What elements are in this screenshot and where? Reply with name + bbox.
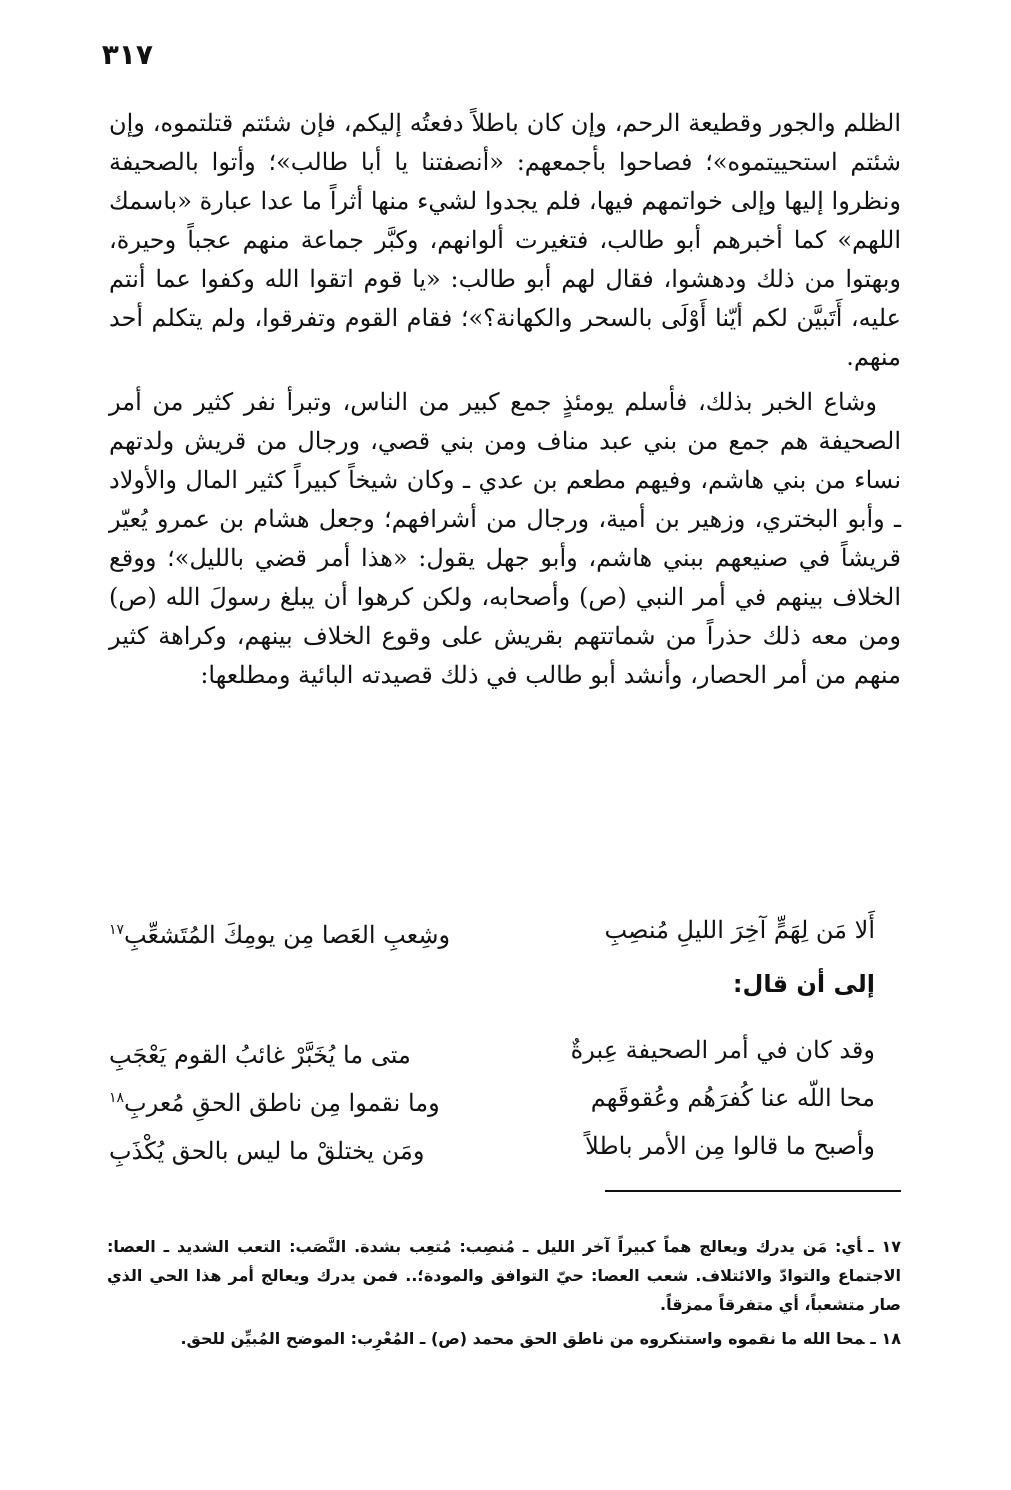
footnote-text: أي: مَن يدرك ويعالج هماً كبيراً آخر الليل ـ مُنصِب: مُتعِب بشدة. النَّصَب: التعب الشديد ـ العصا: الاجتماع والتوادّ والائتلاف. شعب العصا: حيّ التوافق والمودة؛.. فمن يدرك ويعالج أمر هذا الحي الذي صار متشعباً، أي متفرقاً ممزقاً. xyxy=(107,1237,901,1314)
verse-first-hemistich: وقد كان في أمر الصحيفة عِبرةٌ xyxy=(570,1036,875,1064)
verse-second-hemistich xyxy=(109,910,450,955)
footnote-reference: ١٧ xyxy=(109,922,125,938)
footnote-reference: ١٨ xyxy=(109,1090,125,1106)
verse-first-hemistich: محا اللّه عنا كُفرَهُم وعُقوقَهم xyxy=(590,1084,875,1112)
footnote-18 xyxy=(107,1324,901,1353)
verse-first-hemistich: أَلا مَن لِهَمٍّ آخِرَ الليلِ مُنصِبِ xyxy=(604,916,875,944)
poem-transition: إلى أن قال: xyxy=(732,970,875,998)
verse-second-hemistich-text: وشِعبِ العَصا مِن يومِكَ المُتَشعِّبِ xyxy=(124,921,451,949)
paragraph-1: الظلم والجور وقطيعة الرحم، وإن كان باطلاً دفعتُه إليكم، فإن شئتم قتلتموه، وإن شئتم استحييتموه»؛ فصاحوا بأجمعهم: «أنصفتنا يا أبا طالب»؛ وأتوا بالصحيفة ونظروا إليها وإلى خواتمهم فيها، فلم يجدوا لشيء منها أثراً ما عدا عبارة «باسمك اللهم» كما أخبرهم أبو طالب، فتغيرت ألوانهم، وكبَّر جماعة منهم عجباً وحيرة، وبهتوا من ذلك ودهشوا، فقال لهم أبو طالب: «يا قوم اتقوا الله وكفوا عما أنتم عليه، أَتَبيَّن لكم أيّنا أَوْلَى بالسحر والكهانة؟»؛ فقام القوم وتفرقوا، ولم يتكلم أحد منهم. xyxy=(109,109,901,371)
paragraph-2: وشاع الخبر بذلك، فأسلم يومئذٍ جمع كبير من الناس، وتبرأ نفر كثير من أمر الصحيفة هم جمع من بني عبد مناف ومن بني قصي، ورجال من قريش ولدتهم نساء من بني هاشم، وفيهم مطعم بن عدي ـ وكان شيخاً كبيراً كثير المال والأولاد ـ وأبو البختري، وزهير بن أمية، ورجال من أشرافهم؛ وجعل هشام بن عمرو يُعيّر قريشاً في صنيعهم ببني هاشم، وأبو جهل يقول: «هذا أمر قضي بالليل»؛ ووقع الخلاف بينهم في أمر النبي (ص) وأصحابه، ولكن كرهوا أن يبلغ رسولَ الله (ص) ومن معه ذلك حذراً من شماتتهم بقريش على وقوع الخلاف بينهم، وكراهة كثير منهم من أمر الحصار، وأنشد أبو طالب في ذلك قصيدته البائية ومطلعها: xyxy=(109,388,901,689)
footnote-number: ١٧ ـ xyxy=(868,1237,902,1256)
footnotes xyxy=(107,1232,901,1358)
footnote-number: ١٨ ـ xyxy=(870,1329,901,1348)
verse-second-hemistich-text: متى ما يُخَبَّرْ غائبُ القوم يَعْجَبِ xyxy=(109,1041,411,1069)
verse-second-hemistich xyxy=(109,1126,425,1171)
verse-second-hemistich xyxy=(109,1078,440,1123)
footnote-text: محا الله ما نقموه واستنكروه من ناطق الحق محمد (ص) ـ المُعْرِب: الموضح المُبيِّن للحق. xyxy=(180,1329,865,1348)
footnote-17 xyxy=(107,1232,901,1319)
verse-second-hemistich-text: وما نقموا مِن ناطق الحقِ مُعربِ xyxy=(124,1089,440,1117)
verse-second-hemistich xyxy=(109,1030,411,1075)
verse-first-hemistich: وأصبح ما قالوا مِن الأمر باطلاً xyxy=(585,1132,875,1160)
footnote-separator xyxy=(605,1190,901,1192)
verse-second-hemistich-text: ومَن يختلقْ ما ليس بالحق يُكْذَبِ xyxy=(109,1137,425,1165)
page-number: ٣١٧ xyxy=(101,38,153,71)
body-text xyxy=(109,104,901,695)
